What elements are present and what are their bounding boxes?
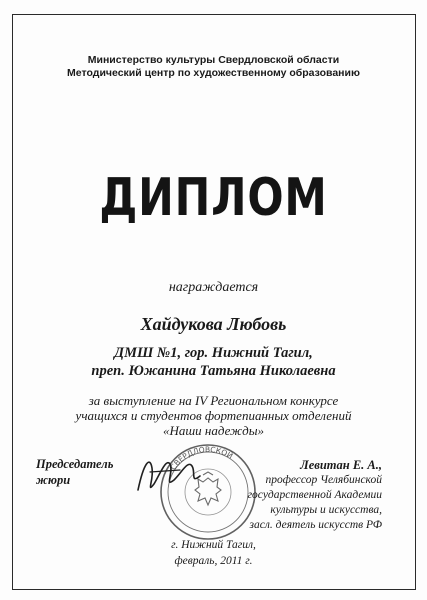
reason-line-1: за выступление на IV Региональном конкурсе xyxy=(88,393,339,408)
diploma-title: ДИПЛОМ xyxy=(99,168,328,228)
school-line: ДМШ №1, гор. Нижний Тагил, xyxy=(114,345,313,361)
jury-title-line-1: профессор Челябинской xyxy=(265,474,382,486)
chair-label-line-1: Председатель xyxy=(36,457,114,471)
ministry-name: Министерство культуры Свердловской области xyxy=(87,54,340,66)
jury-chair-name: Левитан Е. А., xyxy=(300,458,382,472)
reason-line-2: учащихся и студентов фортепианных отделений xyxy=(75,408,352,423)
center-name: Методический центр по художественному образованию xyxy=(67,67,360,79)
awarded-label: награждается xyxy=(168,280,259,295)
chair-label xyxy=(36,456,113,488)
jury-title-line-2: государственной Академии xyxy=(247,489,382,501)
signature-mark xyxy=(130,450,210,500)
issue-date: февраль, 2011 г. xyxy=(174,555,253,567)
recipient-name: Хайдукова Любовь xyxy=(140,314,287,334)
issue-place: г. Нижний Тагил, xyxy=(171,539,256,551)
teacher-line: преп. Южанина Татьяна Николаевна xyxy=(91,363,336,379)
jury-title-line-4: засл. деятель искусств РФ xyxy=(249,519,382,531)
seal-text: СВЕРДЛОВСКОЙ xyxy=(168,444,235,472)
chair-label-line-2: жюри xyxy=(36,473,71,487)
jury-title-line-3: культуры и искусства, xyxy=(270,504,382,516)
competition-name: «Наши надежды» xyxy=(162,423,265,438)
